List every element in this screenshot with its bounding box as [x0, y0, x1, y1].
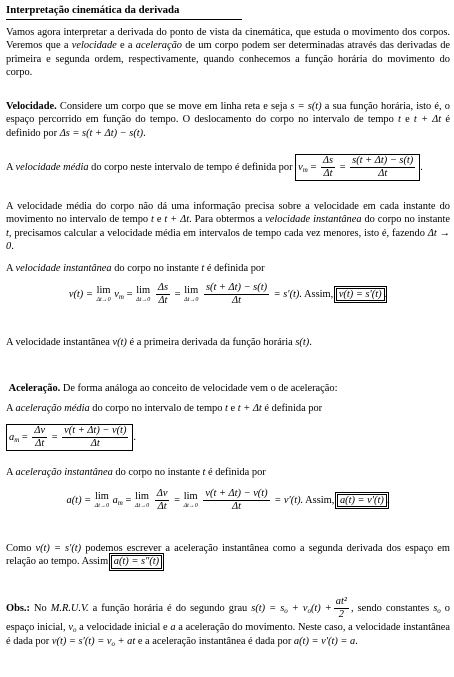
observation-heading: Obs.:	[6, 602, 30, 614]
page	[6, 4, 450, 648]
acceleration-heading-line: Aceleração. De forma análoga ao conceito de velocidade vem o de aceleração:	[8, 383, 338, 394]
average-velocity-line: A velocidade média do corpo neste intervalo de tempo é definida por $v_m$ = $\frac{\Delta s}{\Delta t}$ = $\frac{s(t + \Delta t) - s(t)}{\Delta t}$ .	[6, 155, 423, 179]
average-acceleration-def: A aceleração média do corpo no intervalo de tempo t e t + Δt é definida por	[6, 403, 323, 414]
instantaneous-velocity-intro: A velocidade média do corpo não dá uma informação precisa sobre a velocidade em cada instante do movimento no intervalo de tempo t e t + Δt. Para obtermos a velocidade instantânea do corpo no instante t, precisamos calcular a velocidade média em intervalos de tempo cada vez menores, isto é, fazendo Δt → 0.	[6, 201, 450, 252]
instantaneous-acceleration-formula: a(t) = lim Δt→0 $a_m$ = lim Δt→0 $\frac{\Delta v}{\Delta t}$ = lim Δt→0 $\frac{v(t + \Delta t) - v(t)}{\Delta t}$ = v′(t). Assim, a(t) = v′(t) .	[66, 488, 390, 512]
velocity-conclusion: A velocidade instantânea v(t) é a primeira derivada da função horária s(t).	[6, 337, 312, 348]
average-velocity-formula: $v_m$ = $\frac{\Delta s}{\Delta t}$ = $\frac{s(t + \Delta t) - s(t)}{\Delta t}$	[295, 154, 420, 181]
instantaneous-velocity-def: A velocidade instantânea do corpo no instante t é definida por	[6, 263, 265, 274]
page-title: Interpretação cinemática da derivada	[6, 4, 242, 20]
intro-paragraph: Vamos agora interpretar a derivada do ponto de vista da cinemática, que estuda o movimento dos corpos. Veremos que a velocidade e a aceleração de um corpo podem ser determinadas através das derivadas de primeira e segunda ordem, respectivamente, quando conhecemos a função horária do movimento do corpo.	[6, 27, 450, 78]
average-acceleration-formula: $a_m$ = $\frac{\Delta v}{\Delta t}$ = $\frac{v(t + \Delta t) - v(t)}{\Delta t}$	[6, 424, 133, 451]
acceleration-result-box: a(t) = v′(t)	[337, 494, 387, 507]
observation-paragraph: Obs.: No M.R.U.V. a função horária é do segundo grau $s(t) = s_o + v_o(t)$ + $\frac{\text{at²}}{2}$ , sendo constantes $s_o$ o espaço inicial, $v_o$ a velocidade inicial e a a aceleração do movimento. Neste caso, a velocidade instantânea é dada por $v(t) = s'(t) = v_o$ + at e a aceleração instantânea é dada por a(t) = v′(t) = a.	[6, 596, 450, 648]
velocity-heading: Velocidade.	[6, 101, 57, 112]
second-derivative-paragraph: Como v(t) = s′(t) podemos escrever a aceleração instantânea como a segunda derivada dos espaço em relação ao tempo. Assim a(t) = s″(t) .	[6, 543, 450, 568]
acceleration-heading: Aceleração.	[8, 383, 61, 394]
velocity-definition-paragraph: Velocidade. Considere um corpo que se move em linha reta e seja s = s(t) a sua função horária, isto é, o espaço percorrido em função do tempo. O deslocamento do corpo no intervalo de tempo t e t + Δt é definido por Δs = s(t + Δt) − s(t).	[6, 101, 450, 139]
instantaneous-acceleration-def: A aceleração instantânea do corpo no instante t é definida por	[6, 467, 266, 478]
velocity-result-box: v(t) = s′(t)	[336, 288, 385, 301]
second-derivative-box: a(t) = s″(t)	[111, 555, 162, 568]
instantaneous-velocity-formula: v(t) = lim Δt→0 $v_m$ = lim Δt→0 $\frac{\Delta s}{\Delta t}$ = lim Δt→0 $\frac{s(t + \Delta t) - s(t)}{\Delta t}$ = s′(t). Assim, v(t) = s′(t) .	[68, 282, 388, 306]
average-acceleration-line: $a_m$ = $\frac{\Delta v}{\Delta t}$ = $\frac{v(t + \Delta t) - v(t)}{\Delta t}$ .	[6, 424, 450, 451]
